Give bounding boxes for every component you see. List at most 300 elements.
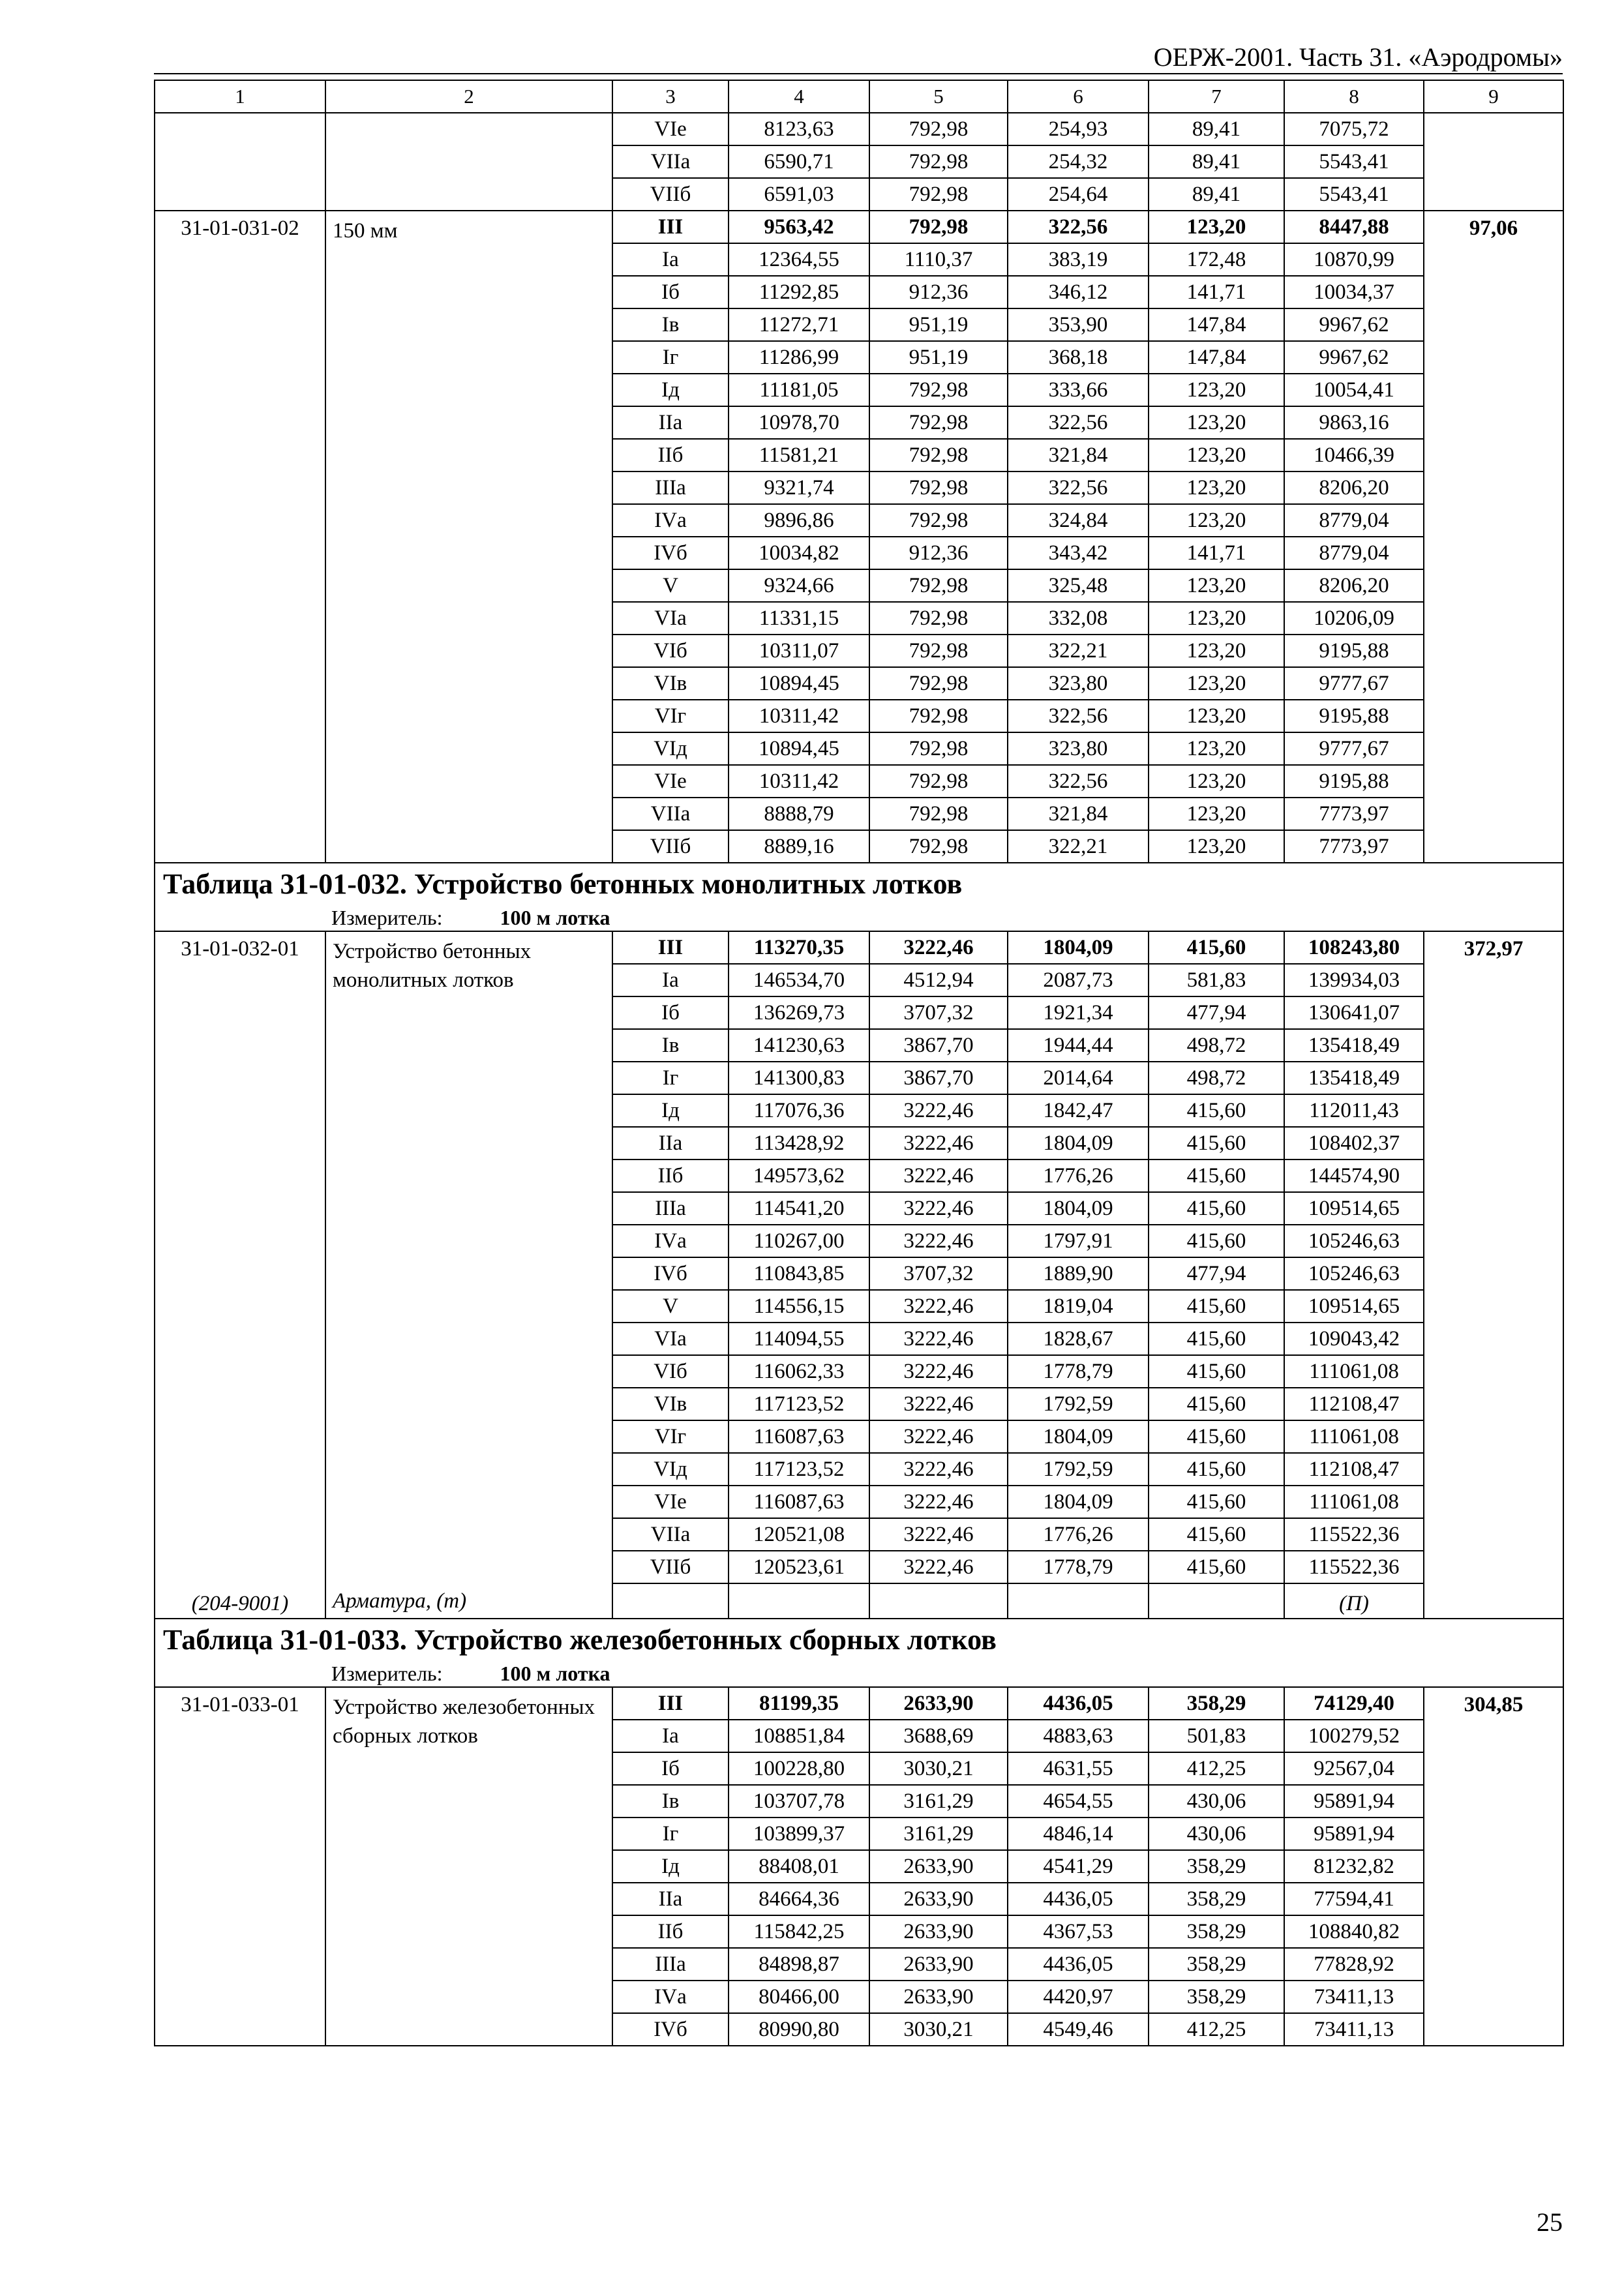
value-cell: 80990,80 (729, 2013, 869, 2046)
value-cell: 3030,21 (869, 1752, 1008, 1785)
value-cell: 111061,08 (1284, 1420, 1424, 1453)
price-table (154, 80, 1564, 2046)
value-cell: 1776,26 (1008, 1159, 1149, 1192)
value-cell: 3222,46 (869, 1453, 1008, 1486)
value-cell: 5543,41 (1284, 145, 1424, 178)
value-cell: 415,60 (1149, 1225, 1284, 1257)
value-cell: 792,98 (869, 113, 1008, 145)
value-cell: 7075,72 (1284, 113, 1424, 145)
value-cell: 3222,46 (869, 1192, 1008, 1225)
value-cell: 109514,65 (1284, 1290, 1424, 1323)
value-cell: 123,20 (1149, 667, 1284, 700)
value-cell: 9563,42 (729, 211, 869, 243)
value-cell: 10870,99 (1284, 243, 1424, 276)
value-cell: 89,41 (1149, 113, 1284, 145)
name-cell: Устройство бетонных монолитных лотков (325, 931, 612, 1583)
zone-cell: IIIа (612, 1192, 729, 1225)
value-cell: 358,29 (1149, 1981, 1284, 2013)
column-number: 3 (612, 80, 729, 113)
value-cell: 415,60 (1149, 1453, 1284, 1486)
value-cell: 6590,71 (729, 145, 869, 178)
zone-cell: VIв (612, 1388, 729, 1420)
zone-cell: Iа (612, 964, 729, 996)
value-cell: 11181,05 (729, 374, 869, 406)
footnote-name: Арматура, (т) (325, 1583, 612, 1619)
value-cell: 1776,26 (1008, 1518, 1149, 1551)
zone-cell: VIг (612, 700, 729, 732)
column-number: 6 (1008, 80, 1149, 113)
value-cell: 117123,52 (729, 1453, 869, 1486)
zone-cell: VIIб (612, 1551, 729, 1583)
value-cell: 2633,90 (869, 1915, 1008, 1948)
value-cell: 113270,35 (729, 931, 869, 964)
value-cell: 139934,03 (1284, 964, 1424, 996)
value-cell: 415,60 (1149, 1159, 1284, 1192)
value-cell: 412,25 (1149, 1752, 1284, 1785)
value-cell: 113428,92 (729, 1127, 869, 1159)
measure-label: Измеритель: (331, 906, 443, 929)
value-cell: 5543,41 (1284, 178, 1424, 211)
name-cell-empty (325, 113, 612, 211)
zone-cell: IVа (612, 1981, 729, 2013)
value-cell: 3867,70 (869, 1062, 1008, 1094)
value-cell: 146534,70 (729, 964, 869, 996)
zone-cell: IIа (612, 1127, 729, 1159)
value-cell: 8888,79 (729, 798, 869, 830)
value-cell: 89,41 (1149, 178, 1284, 211)
value-cell: 322,56 (1008, 765, 1149, 798)
column-number-row (155, 80, 1563, 113)
value-cell: 1921,34 (1008, 996, 1149, 1029)
value-cell: 108851,84 (729, 1720, 869, 1752)
value-cell: 123,20 (1149, 471, 1284, 504)
value-cell: 3222,46 (869, 1290, 1008, 1323)
value-cell: 415,60 (1149, 1518, 1284, 1551)
zone-cell: IVа (612, 1225, 729, 1257)
value-cell: 1828,67 (1008, 1323, 1149, 1355)
value-cell: 792,98 (869, 798, 1008, 830)
zone-cell: VIе (612, 1486, 729, 1518)
value-cell: 792,98 (869, 374, 1008, 406)
value-cell: 111061,08 (1284, 1355, 1424, 1388)
value-cell: 9324,66 (729, 569, 869, 602)
value-cell: 80466,00 (729, 1981, 869, 2013)
value-cell: 8779,04 (1284, 504, 1424, 537)
value-cell: 1944,44 (1008, 1029, 1149, 1062)
value-cell: 73411,13 (1284, 1981, 1424, 2013)
value-cell: 141230,63 (729, 1029, 869, 1062)
value-cell: 3222,46 (869, 1094, 1008, 1127)
value-cell: 9967,62 (1284, 308, 1424, 341)
value-cell: 2633,90 (869, 1883, 1008, 1915)
footnote-row (155, 1583, 1563, 1619)
value-cell: 116062,33 (729, 1355, 869, 1388)
value-cell: 116087,63 (729, 1486, 869, 1518)
value-cell: 114094,55 (729, 1323, 869, 1355)
name-cell: Устройство железобетонных сборных лотков (325, 1687, 612, 2046)
value-cell: 2633,90 (869, 1850, 1008, 1883)
value-cell: 412,25 (1149, 2013, 1284, 2046)
value-cell: 4367,53 (1008, 1915, 1149, 1948)
value-cell: 10034,37 (1284, 276, 1424, 308)
value-cell: 1804,09 (1008, 1127, 1149, 1159)
measure-cell (155, 1660, 1563, 1687)
value-cell: 115522,36 (1284, 1551, 1424, 1583)
measure-label: Измеритель: (331, 1662, 443, 1685)
header-rule (154, 73, 1563, 74)
footnote-empty (612, 1583, 729, 1619)
value-cell: 358,29 (1149, 1915, 1284, 1948)
value-cell: 358,29 (1149, 1948, 1284, 1981)
value-cell: 254,93 (1008, 113, 1149, 145)
value-cell: 147,84 (1149, 341, 1284, 374)
value-cell: 8206,20 (1284, 569, 1424, 602)
value-cell: 2014,64 (1008, 1062, 1149, 1094)
zone-cell: Iг (612, 341, 729, 374)
value-cell: 9321,74 (729, 471, 869, 504)
value-cell: 9967,62 (1284, 341, 1424, 374)
value-cell: 501,83 (1149, 1720, 1284, 1752)
value-cell: 415,60 (1149, 1192, 1284, 1225)
zone-cell: Iб (612, 1752, 729, 1785)
value-cell: 112108,47 (1284, 1453, 1424, 1486)
value-cell: 10206,09 (1284, 602, 1424, 635)
column-number: 8 (1284, 80, 1424, 113)
value-cell: 11286,99 (729, 341, 869, 374)
value-cell: 2633,90 (869, 1981, 1008, 2013)
value-cell: 792,98 (869, 830, 1008, 863)
zone-cell: Iа (612, 1720, 729, 1752)
value-cell: 92567,04 (1284, 1752, 1424, 1785)
value-cell: 254,32 (1008, 145, 1149, 178)
code-cell: 31-01-031-02 (155, 211, 325, 863)
value-cell: 415,60 (1149, 1094, 1284, 1127)
value-cell: 8779,04 (1284, 537, 1424, 569)
zone-cell: VIIб (612, 830, 729, 863)
name-cell: 150 мм (325, 211, 612, 863)
value-cell: 108840,82 (1284, 1915, 1424, 1948)
zone-cell: VIб (612, 635, 729, 667)
value-cell: 3688,69 (869, 1720, 1008, 1752)
value-cell: 415,60 (1149, 1486, 1284, 1518)
value-cell: 1804,09 (1008, 1486, 1149, 1518)
value-cell: 10894,45 (729, 667, 869, 700)
value-cell: 477,94 (1149, 1257, 1284, 1290)
value-cell: 333,66 (1008, 374, 1149, 406)
value-cell: 3222,46 (869, 1551, 1008, 1583)
value-cell: 951,19 (869, 341, 1008, 374)
value-cell: 84664,36 (729, 1883, 869, 1915)
value-cell: 4631,55 (1008, 1752, 1149, 1785)
zone-cell: VIа (612, 1323, 729, 1355)
zone-cell: Iг (612, 1062, 729, 1094)
value-cell: 105246,63 (1284, 1257, 1424, 1290)
zone-cell: IVб (612, 1257, 729, 1290)
value-cell: 123,20 (1149, 602, 1284, 635)
zone-cell: IVб (612, 537, 729, 569)
value-cell: 792,98 (869, 700, 1008, 732)
value-cell: 358,29 (1149, 1687, 1284, 1720)
continuation-row (155, 113, 1563, 145)
value-cell: 88408,01 (729, 1850, 869, 1883)
value-cell: 10311,42 (729, 700, 869, 732)
value-cell: 9896,86 (729, 504, 869, 537)
table-title: Таблица 31-01-032. Устройство бетонных монолитных лотков (155, 863, 1563, 905)
value-cell: 792,98 (869, 765, 1008, 798)
value-cell: 123,20 (1149, 732, 1284, 765)
value-cell: 581,83 (1149, 964, 1284, 996)
value-cell: 95891,94 (1284, 1818, 1424, 1850)
zone-cell: VIе (612, 765, 729, 798)
value-cell: 3222,46 (869, 1127, 1008, 1159)
value-cell: 10894,45 (729, 732, 869, 765)
zone-cell: Iд (612, 1094, 729, 1127)
value-cell: 112108,47 (1284, 1388, 1424, 1420)
value-cell: 3161,29 (869, 1785, 1008, 1818)
zone-cell: VIв (612, 667, 729, 700)
value-cell: 415,60 (1149, 1551, 1284, 1583)
value-cell: 3222,46 (869, 1225, 1008, 1257)
value-cell: 430,06 (1149, 1818, 1284, 1850)
value-cell: 77594,41 (1284, 1883, 1424, 1915)
footnote-empty (869, 1583, 1008, 1619)
value-cell: 105246,63 (1284, 1225, 1424, 1257)
value-cell: 123,20 (1149, 765, 1284, 798)
value-cell: 343,42 (1008, 537, 1149, 569)
value-cell: 9863,16 (1284, 406, 1424, 439)
value-cell: 1778,79 (1008, 1355, 1149, 1388)
value-cell: 123,20 (1149, 504, 1284, 537)
footnote-empty (1149, 1583, 1284, 1619)
zone-cell: III (612, 1687, 729, 1720)
value-cell: 346,12 (1008, 276, 1149, 308)
value-cell: 498,72 (1149, 1029, 1284, 1062)
value-cell: 322,56 (1008, 211, 1149, 243)
value-cell: 123,20 (1149, 374, 1284, 406)
zone-cell: IVб (612, 2013, 729, 2046)
value-cell: 1792,59 (1008, 1388, 1149, 1420)
value-cell: 3030,21 (869, 2013, 1008, 2046)
value-cell: 353,90 (1008, 308, 1149, 341)
zone-cell: VIб (612, 1355, 729, 1388)
value-cell: 81232,82 (1284, 1850, 1424, 1883)
value-cell: 123,20 (1149, 830, 1284, 863)
value-cell: 147,84 (1149, 308, 1284, 341)
value-cell: 324,84 (1008, 504, 1149, 537)
value-cell: 1804,09 (1008, 931, 1149, 964)
value-cell: 112011,43 (1284, 1094, 1424, 1127)
value-cell: 2633,90 (869, 1687, 1008, 1720)
value-cell: 141,71 (1149, 537, 1284, 569)
value-cell: 100279,52 (1284, 1720, 1424, 1752)
measure-row (155, 1660, 1563, 1687)
value-cell: 4846,14 (1008, 1818, 1149, 1850)
index-cell: 372,97 (1424, 931, 1563, 1619)
index-cell: 97,06 (1424, 211, 1563, 863)
value-cell: 1792,59 (1008, 1453, 1149, 1486)
value-cell: 3222,46 (869, 1355, 1008, 1388)
value-cell: 477,94 (1149, 996, 1284, 1029)
value-cell: 117076,36 (729, 1094, 869, 1127)
value-cell: 792,98 (869, 178, 1008, 211)
value-cell: 110267,00 (729, 1225, 869, 1257)
value-cell: 415,60 (1149, 1388, 1284, 1420)
value-cell: 322,21 (1008, 830, 1149, 863)
value-cell: 10034,82 (729, 537, 869, 569)
value-cell: 322,21 (1008, 635, 1149, 667)
value-cell: 8206,20 (1284, 471, 1424, 504)
code-cell-empty (155, 113, 325, 211)
measure-cell (155, 905, 1563, 931)
value-cell: 3161,29 (869, 1818, 1008, 1850)
zone-cell: Iб (612, 996, 729, 1029)
value-cell: 4883,63 (1008, 1720, 1149, 1752)
value-cell: 111061,08 (1284, 1486, 1424, 1518)
value-cell: 109043,42 (1284, 1323, 1424, 1355)
value-cell: 8447,88 (1284, 211, 1424, 243)
value-cell: 1804,09 (1008, 1192, 1149, 1225)
value-cell: 792,98 (869, 569, 1008, 602)
zone-cell: IIб (612, 1159, 729, 1192)
column-number: 9 (1424, 80, 1563, 113)
value-cell: 4549,46 (1008, 2013, 1149, 2046)
value-cell: 9195,88 (1284, 765, 1424, 798)
value-cell: 415,60 (1149, 1355, 1284, 1388)
value-cell: 103899,37 (729, 1818, 869, 1850)
value-cell: 115842,25 (729, 1915, 869, 1948)
value-cell: 792,98 (869, 732, 1008, 765)
value-cell: 415,60 (1149, 1290, 1284, 1323)
value-cell: 3222,46 (869, 1420, 1008, 1453)
zone-cell: Iд (612, 374, 729, 406)
value-cell: 792,98 (869, 439, 1008, 471)
value-cell: 3707,32 (869, 1257, 1008, 1290)
value-cell: 3867,70 (869, 1029, 1008, 1062)
zone-cell: IIа (612, 406, 729, 439)
value-cell: 120521,08 (729, 1518, 869, 1551)
value-cell: 912,36 (869, 276, 1008, 308)
value-cell: 95891,94 (1284, 1785, 1424, 1818)
value-cell: 8123,63 (729, 113, 869, 145)
value-cell: 123,20 (1149, 569, 1284, 602)
value-cell: 135418,49 (1284, 1029, 1424, 1062)
zone-cell: Iв (612, 1029, 729, 1062)
index-cell: 304,85 (1424, 1687, 1563, 2046)
table-title: Таблица 31-01-033. Устройство железобетонных сборных лотков (155, 1619, 1563, 1660)
value-cell: 135418,49 (1284, 1062, 1424, 1094)
column-number: 1 (155, 80, 325, 113)
zone-cell: IIб (612, 1915, 729, 1948)
zone-cell: Iа (612, 243, 729, 276)
value-cell: 109514,65 (1284, 1192, 1424, 1225)
value-cell: 792,98 (869, 602, 1008, 635)
value-cell: 9777,67 (1284, 732, 1424, 765)
value-cell: 2633,90 (869, 1948, 1008, 1981)
value-cell: 84898,87 (729, 1948, 869, 1981)
measure-value: 100 м лотка (500, 906, 610, 929)
value-cell: 123,20 (1149, 439, 1284, 471)
value-cell: 7773,97 (1284, 798, 1424, 830)
value-cell: 2087,73 (1008, 964, 1149, 996)
value-cell: 77828,92 (1284, 1948, 1424, 1981)
value-cell: 383,19 (1008, 243, 1149, 276)
value-cell: 100228,80 (729, 1752, 869, 1785)
value-cell: 10466,39 (1284, 439, 1424, 471)
zone-cell: VIIб (612, 178, 729, 211)
zone-cell: VIIа (612, 145, 729, 178)
column-number: 7 (1149, 80, 1284, 113)
value-cell: 3222,46 (869, 931, 1008, 964)
value-cell: 321,84 (1008, 798, 1149, 830)
table-row (155, 1687, 1563, 1720)
zone-cell: Iб (612, 276, 729, 308)
value-cell: 323,80 (1008, 732, 1149, 765)
value-cell: 10978,70 (729, 406, 869, 439)
value-cell: 322,56 (1008, 700, 1149, 732)
value-cell: 3222,46 (869, 1388, 1008, 1420)
value-cell: 9195,88 (1284, 700, 1424, 732)
value-cell: 136269,73 (729, 996, 869, 1029)
value-cell: 117123,52 (729, 1388, 869, 1420)
column-number: 4 (729, 80, 869, 113)
value-cell: 10054,41 (1284, 374, 1424, 406)
zone-cell: VIд (612, 732, 729, 765)
value-cell: 10311,07 (729, 635, 869, 667)
value-cell: 144574,90 (1284, 1159, 1424, 1192)
value-cell: 123,20 (1149, 211, 1284, 243)
value-cell: 3707,32 (869, 996, 1008, 1029)
value-cell: 332,08 (1008, 602, 1149, 635)
value-cell: 325,48 (1008, 569, 1149, 602)
value-cell: 792,98 (869, 635, 1008, 667)
value-cell: 141300,83 (729, 1062, 869, 1094)
value-cell: 123,20 (1149, 635, 1284, 667)
value-cell: 792,98 (869, 471, 1008, 504)
value-cell: 951,19 (869, 308, 1008, 341)
value-cell: 1110,37 (869, 243, 1008, 276)
zone-cell: III (612, 211, 729, 243)
value-cell: 73411,13 (1284, 2013, 1424, 2046)
zone-cell: VIа (612, 602, 729, 635)
value-cell: 10311,42 (729, 765, 869, 798)
value-cell: 1842,47 (1008, 1094, 1149, 1127)
zone-cell: VIIа (612, 798, 729, 830)
value-cell: 74129,40 (1284, 1687, 1424, 1720)
value-cell: 1804,09 (1008, 1420, 1149, 1453)
zone-cell: Iв (612, 1785, 729, 1818)
zone-cell: Iв (612, 308, 729, 341)
value-cell: 415,60 (1149, 1420, 1284, 1453)
value-cell: 3222,46 (869, 1159, 1008, 1192)
value-cell: 114556,15 (729, 1290, 869, 1323)
value-cell: 123,20 (1149, 798, 1284, 830)
value-cell: 358,29 (1149, 1850, 1284, 1883)
zone-cell: IIа (612, 1883, 729, 1915)
value-cell: 792,98 (869, 504, 1008, 537)
footnote-empty (729, 1583, 869, 1619)
value-cell: 498,72 (1149, 1062, 1284, 1094)
value-cell: 792,98 (869, 145, 1008, 178)
code-cell: 31-01-033-01 (155, 1687, 325, 2046)
footnote-code: (204-9001) (155, 1583, 325, 1619)
value-cell: 254,64 (1008, 178, 1149, 211)
zone-cell: IIIа (612, 1948, 729, 1981)
value-cell: 321,84 (1008, 439, 1149, 471)
value-cell: 123,20 (1149, 406, 1284, 439)
value-cell: 3222,46 (869, 1518, 1008, 1551)
value-cell: 89,41 (1149, 145, 1284, 178)
value-cell: 4420,97 (1008, 1981, 1149, 2013)
